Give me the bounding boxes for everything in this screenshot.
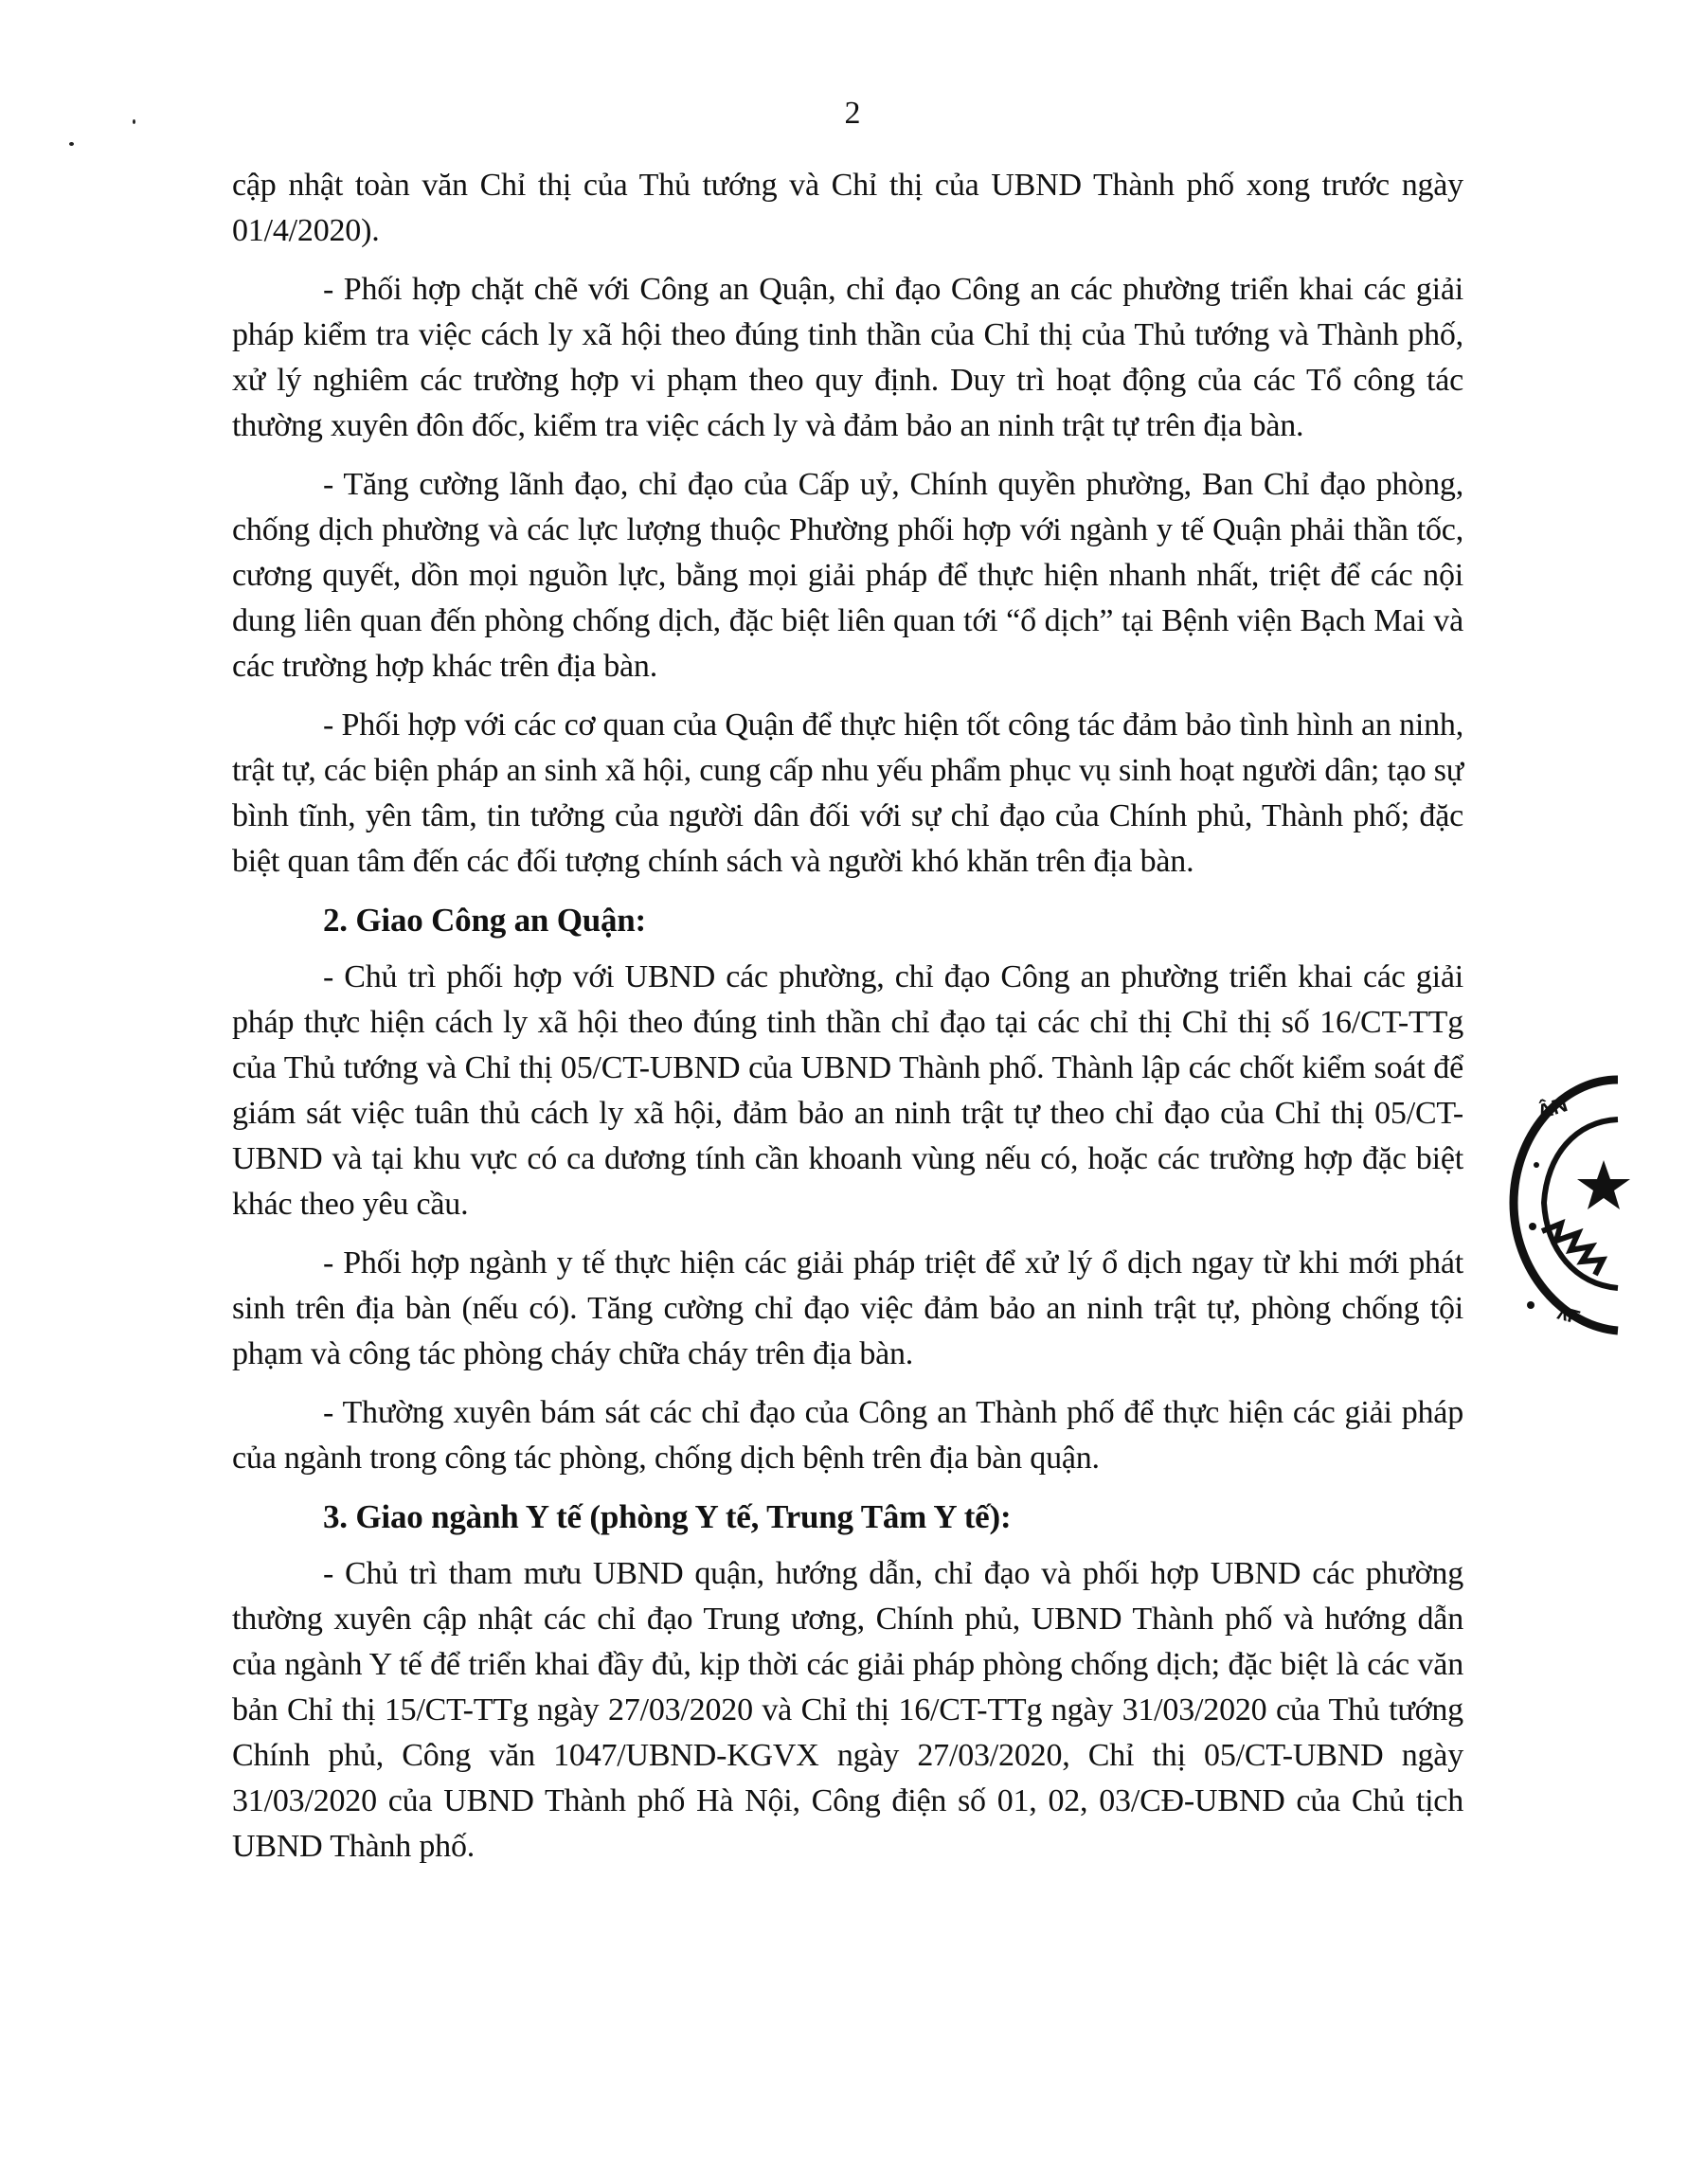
- paragraph-bullet: - Phối hợp với các cơ quan của Quận để thực hiện tốt công tác đảm bảo tình hình an ninh, trật tự, các biện pháp an sinh xã hội, cung cấp nhu yếu phẩm phục vụ sinh hoạt người dân; tạo sự bình tĩnh, yên tâm, tin tưởng của người dân đối với sự chỉ đạo của Chính phủ, Thành phố; đặc biệt quan tâm đến các đối tượng chính sách và người khó khăn trên địa bàn.: [232, 707, 1463, 879]
- paragraph-bullet: - Chủ trì phối hợp với UBND các phường, chỉ đạo Công an phường triển khai các giải pháp thực hiện cách ly xã hội theo đúng tinh thần chỉ đạo tại các chỉ thị Chỉ thị số 16/CT-TTg của Thủ tướng và Chỉ thị 05/CT-UBND của UBND Thành phố. Thành lập các chốt kiểm soát để giám sát việc tuân thủ cách ly xã hội, đảm bảo an ninh trật tự theo chỉ đạo của Chỉ thị 05/CT-UBND và tại khu vực có ca dương tính cần khoanh vùng nếu có, hoặc các trường hợp đặc biệt khác theo yêu cầu.: [232, 959, 1463, 1222]
- page-number: 2: [844, 96, 861, 131]
- seal-outer-ring: [1514, 1080, 1618, 1331]
- seal-star: [1577, 1160, 1630, 1209]
- paragraph-bullet: - Phối hợp chặt chẽ với Công an Quận, chỉ đạo Công an các phường triển khai các giải pháp kiểm tra việc cách ly xã hội theo đúng tinh thần của Chỉ thị của Thủ tướng và Thành phố, xử lý nghiêm các trường hợp vi phạm theo quy định. Duy trì hoạt động của các Tổ công tác thường xuyên đôn đốc, kiểm tra việc cách ly và đảm bảo an ninh trật tự trên địa bàn.: [232, 272, 1463, 443]
- paragraph-bullet: - Chủ trì tham mưu UBND quận, hướng dẫn, chỉ đạo và phối hợp UBND các phường thường xuyên cập nhật các chỉ đạo Trung ương, Chính phủ, UBND Thành phố và hướng dẫn của ngành Y tế để triển khai đầy đủ, kịp thời các giải pháp phòng chống dịch; đặc biệt là các văn bản Chỉ thị 15/CT-TTg ngày 27/03/2020 và Chỉ thị 16/CT-TTg ngày 31/03/2020 của Thủ tướng Chính phủ, Công văn 1047/UBND-KGVX ngày 27/03/2020, Chỉ thị 05/CT-UBND ngày 31/03/2020 của UBND Thành phố Hà Nội, Công điện số 01, 02, 03/CĐ-UBND của Chủ tịch UBND Thành phố.: [232, 1556, 1463, 1864]
- seal-bottom-text: ᴧΓ: [1554, 1302, 1582, 1329]
- document-body: [232, 163, 1463, 1883]
- section-heading-police: 2. Giao Công an Quận:: [323, 902, 647, 939]
- scan-speck: [69, 142, 74, 146]
- section-heading-health: 3. Giao ngành Y tế (phòng Y tế, Trung Tâm Y tế):: [323, 1498, 1012, 1535]
- official-seal-stamp-icon: [1504, 1061, 1656, 1345]
- paragraph-continuation: cập nhật toàn văn Chỉ thị của Thủ tướng và Chỉ thị của UBND Thành phố xong trước ngày 01/4/2020).: [232, 168, 1463, 248]
- paragraph-bullet: - Thường xuyên bám sát các chỉ đạo của Công an Thành phố để thực hiện các giải pháp của ngành trong công tác phòng, chống dịch bệnh trên địa bàn quận.: [232, 1395, 1463, 1476]
- seal-text: ÂN: [1534, 1092, 1570, 1124]
- paragraph-bullet: - Tăng cường lãnh đạo, chỉ đạo của Cấp uỷ, Chính quyền phường, Ban Chỉ đạo phòng, chống dịch phường và các lực lượng thuộc Phường phối hợp với ngành y tế Quận phải thần tốc, cương quyết, dồn mọi nguồn lực, bằng mọi giải pháp để thực hiện nhanh nhất, triệt để các nội dung liên quan đến phòng chống dịch, đặc biệt liên quan tới “ổ dịch” tại Bệnh viện Bạch Mai và các trường hợp khác trên địa bàn.: [232, 467, 1463, 684]
- paragraph-bullet: - Phối hợp ngành y tế thực hiện các giải pháp triệt để xử lý ổ dịch ngay từ khi mới phát sinh trên địa bàn (nếu có). Tăng cường chỉ đạo việc đảm bảo an ninh trật tự, phòng chống tội phạm và công tác phòng cháy chữa cháy trên địa bàn.: [232, 1245, 1463, 1371]
